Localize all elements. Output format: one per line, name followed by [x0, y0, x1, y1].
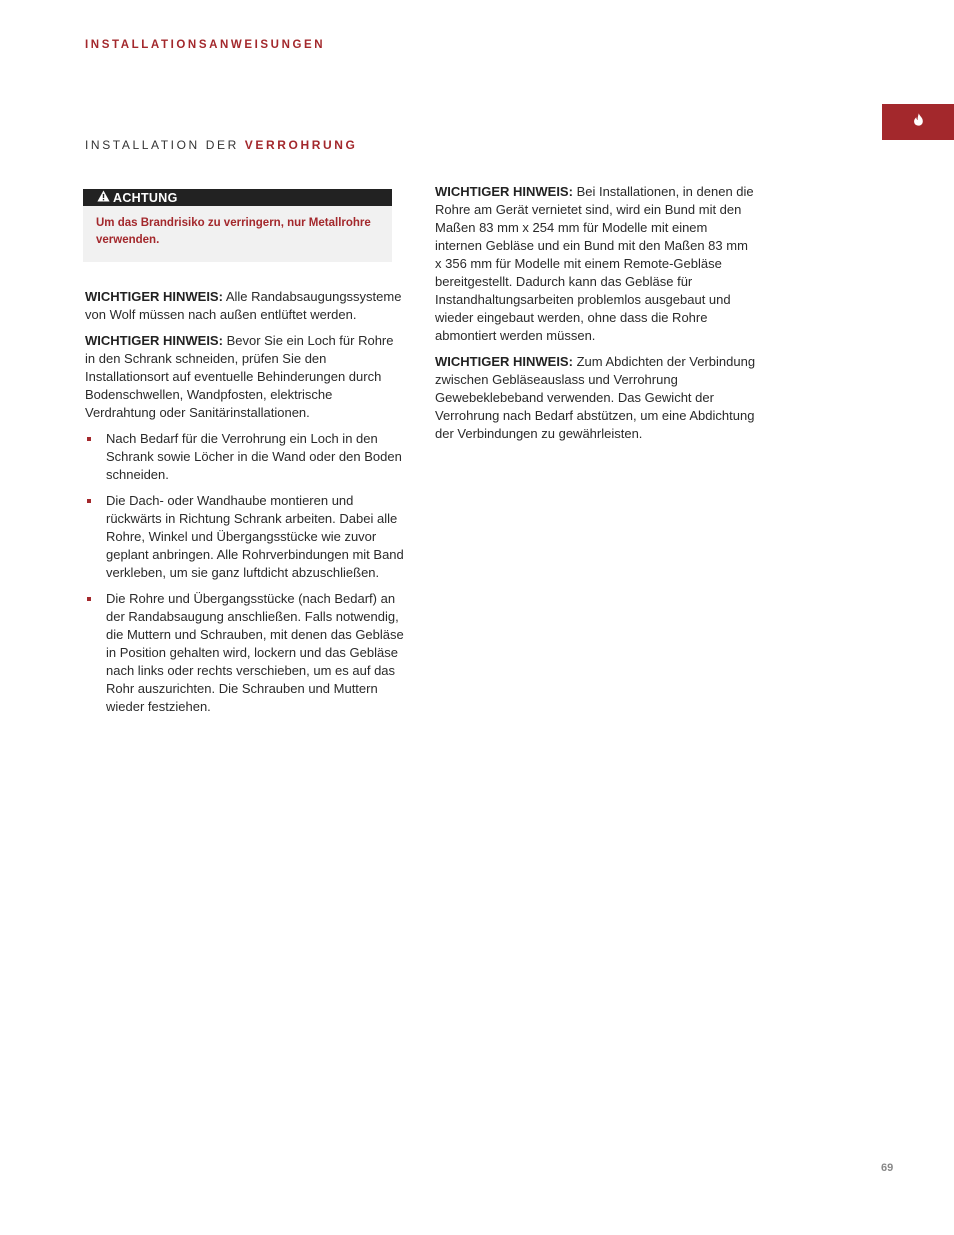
- note-label: WICHTIGER HINWEIS:: [85, 333, 223, 348]
- right-column: [435, 183, 757, 451]
- section-title-prefix: INSTALLATION DER: [85, 138, 239, 152]
- note-label: WICHTIGER HINWEIS:: [85, 289, 223, 304]
- section-title: [85, 138, 357, 152]
- note-label: WICHTIGER HINWEIS:: [435, 354, 573, 369]
- note-text: Zum Abdichten der Verbindung zwischen Gebläseauslass und Verrohrung Gewebeklebeband verwenden. Das Gewicht der Verrohrung nach Bedarf abstützen, um eine Abdichtung der Verbindungen zu gewährleisten.: [435, 354, 756, 441]
- instruction-list: [85, 430, 405, 716]
- flame-icon: [913, 113, 924, 131]
- warning-label: ACHTUNG: [113, 190, 178, 205]
- note-paragraph: [85, 288, 405, 324]
- list-item: Die Dach- oder Wandhaube montieren und rückwärts in Richtung Schrank arbeiten. Dabei alle Rohre, Winkel und Übergangsstücke wie zuvor geplant anbringen. Alle Rohrverbindungen mit Band verkleben, um sie ganz luftdicht abzuschließen.: [85, 492, 405, 582]
- section-title-accent: VERROHRUNG: [244, 138, 358, 152]
- note-text: Bevor Sie ein Loch für Rohre in den Schrank schneiden, prüfen Sie den Installationsort auf eventuelle Behinderungen durch Bodenschwellen, Wandpfosten, elektrische Verdrahtung oder Sanitärinstallationen.: [85, 333, 394, 420]
- warning-icon: [97, 190, 113, 205]
- list-item: Die Rohre und Übergangsstücke (nach Bedarf) an der Randabsaugung anschließen. Falls notwendig, die Muttern und Schrauben, mit denen das Gebläse in Position gehalten wird, lockern und das Gebläse nach links oder rechts verschieben, um es auf das Rohr auszurichten. Die Schrauben und Muttern wieder festziehen.: [85, 590, 405, 716]
- warning-text: Um das Brandrisiko zu verringern, nur Metallrohre verwenden.: [96, 217, 371, 246]
- warning-box: [83, 189, 392, 262]
- note-paragraph: [435, 183, 757, 345]
- note-label: WICHTIGER HINWEIS:: [435, 184, 573, 199]
- page-header: INSTALLATIONSANWEISUNGEN: [85, 39, 326, 51]
- section-tab: [882, 104, 954, 140]
- note-paragraph: [85, 332, 405, 422]
- warning-header: [83, 189, 392, 206]
- note-paragraph: [435, 353, 757, 443]
- left-column: [85, 288, 405, 724]
- note-text: Bei Installationen, in denen die Rohre am Gerät vernietet sind, wird ein Bund mit den Maßen 83 mm x 254 mm für Modelle mit einem internen Gebläse und ein Bund mit den Maßen 83 mm x 356 mm für Modelle mit einem Remote-Gebläse bereitgestellt. Dadurch kann das Gebläse für Instandhaltungsarbeiten problemlos ausgebaut und wieder eingebaut werden, ohne dass die Rohre abmontiert werden müssen.: [435, 184, 754, 343]
- note-text: Alle Randabsaugungssysteme von Wolf müssen nach außen entlüftet werden.: [85, 289, 402, 322]
- list-item: Nach Bedarf für die Verrohrung ein Loch in den Schrank sowie Löcher in die Wand oder den Boden schneiden.: [85, 430, 405, 484]
- page-number: 69: [881, 1162, 894, 1174]
